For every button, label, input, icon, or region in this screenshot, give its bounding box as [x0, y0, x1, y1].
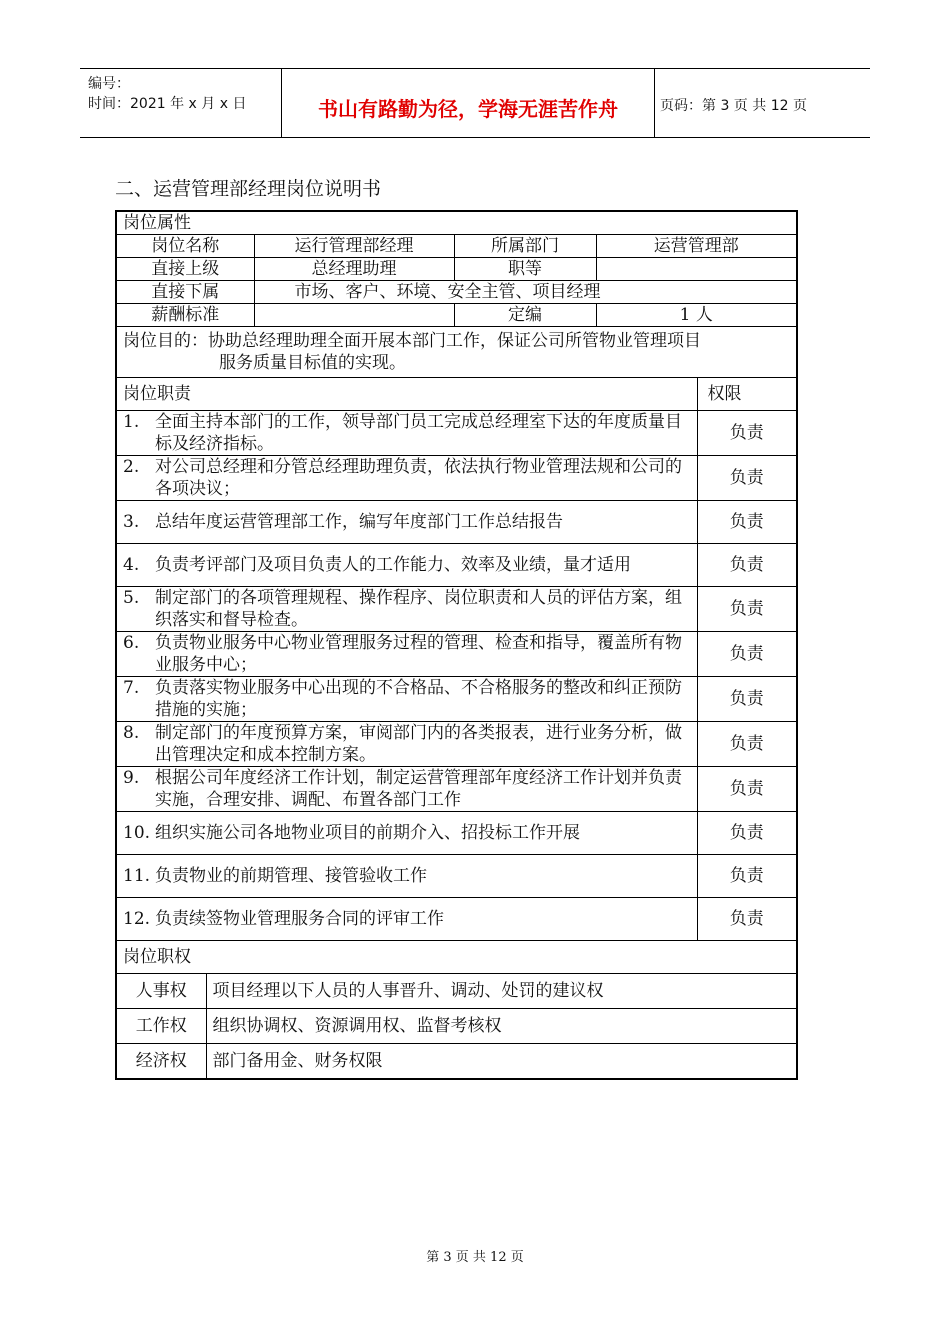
- duty-row: [116, 898, 797, 941]
- duty-row: [116, 456, 797, 501]
- power-label: 工作权: [116, 1009, 206, 1044]
- document-title: 二、运营管理部经理岗位说明书: [115, 178, 382, 200]
- department-value: 运营管理部: [596, 235, 797, 258]
- duty-authority: 负责: [697, 544, 797, 587]
- purpose-line1: 协助总经理助理全面开展本部门工作，保证公司所管物业管理项目: [208, 331, 701, 351]
- duty-row: [116, 855, 797, 898]
- duty-number: 4.: [123, 555, 140, 575]
- grade-label: 职等: [454, 258, 596, 281]
- position-name-value: 运行管理部经理: [254, 235, 454, 258]
- duty-authority: 负责: [697, 632, 797, 677]
- duty-row: [116, 587, 797, 632]
- duty-text: 全面主持本部门的工作，领导部门员工完成总经理室下达的年度质量目标及经济指标。: [155, 412, 682, 454]
- job-description-table: [115, 210, 798, 1080]
- duty-row: [116, 501, 797, 544]
- duty-row: [116, 411, 797, 456]
- duty-text: 负责考评部门及项目负责人的工作能力、效率及业绩，量才适用: [155, 555, 631, 575]
- duty-number: 5.: [123, 588, 140, 608]
- duty-authority: 负责: [697, 855, 797, 898]
- purpose-cell: [116, 327, 797, 378]
- duty-number: 12.: [123, 909, 151, 929]
- duty-authority: 负责: [697, 767, 797, 812]
- duty-number: 10.: [123, 823, 151, 843]
- subordinates-label: 直接下属: [116, 281, 254, 304]
- duty-authority: 负责: [697, 587, 797, 632]
- duty-text-cell: [116, 587, 697, 632]
- duty-text-cell: [116, 632, 697, 677]
- duty-authority: 负责: [697, 722, 797, 767]
- headcount-value: 1 人: [596, 304, 797, 327]
- duty-row: [116, 544, 797, 587]
- duty-text: 总结年度运营管理部工作，编写年度部门工作总结报告: [155, 512, 563, 532]
- duty-row: [116, 677, 797, 722]
- duty-row: [116, 812, 797, 855]
- duty-text-cell: [116, 501, 697, 544]
- duties-list: [116, 411, 797, 941]
- duty-number: 1.: [123, 412, 140, 432]
- duty-text: 负责物业的前期管理、接管验收工作: [155, 866, 427, 886]
- header-meta: [80, 69, 280, 137]
- duty-row: [116, 722, 797, 767]
- power-row: [116, 974, 797, 1009]
- duty-text-cell: [116, 767, 697, 812]
- power-label: 人事权: [116, 974, 206, 1009]
- duty-authority: 负责: [697, 501, 797, 544]
- salary-label: 薪酬标准: [116, 304, 254, 327]
- superior-label: 直接上级: [116, 258, 254, 281]
- page-footer: 第 3 页 共 12 页: [426, 1250, 524, 1265]
- headcount-label: 定编: [454, 304, 596, 327]
- duty-text: 对公司总经理和分管总经理助理负责，依法执行物业管理法规和公司的各项决议；: [155, 457, 682, 499]
- duty-authority: 负责: [697, 456, 797, 501]
- grade-value: [596, 258, 797, 281]
- power-text: 部门备用金、财务权限: [206, 1044, 797, 1080]
- duty-text: 根据公司年度经济工作计划，制定运营管理部年度经济工作计划并负责实施，合理安排、调配、布置各部门工作: [155, 768, 682, 810]
- duty-number: 9.: [123, 768, 140, 788]
- duty-text-cell: [116, 855, 697, 898]
- duty-text: 制定部门的各项管理规程、操作程序、岗位职责和人员的评估方案，组织落实和督导检查。: [155, 588, 682, 630]
- duty-row: [116, 632, 797, 677]
- number-label: 编号：: [88, 76, 130, 92]
- duty-text: 负责续签物业管理服务合同的评审工作: [155, 909, 444, 929]
- power-row: [116, 1009, 797, 1044]
- purpose-label: 岗位目的：: [123, 331, 208, 351]
- duty-number: 7.: [123, 678, 140, 698]
- duty-authority: 负责: [697, 812, 797, 855]
- section-attributes: 岗位属性: [116, 211, 797, 235]
- salary-value: [254, 304, 454, 327]
- powers-list: [116, 974, 797, 1080]
- duty-text-cell: [116, 411, 697, 456]
- page-info: 页码：第 3 页 共 12 页: [660, 98, 807, 114]
- duty-text-cell: [116, 456, 697, 501]
- superior-value: 总经理助理: [254, 258, 454, 281]
- duty-authority: 负责: [697, 677, 797, 722]
- duty-number: 8.: [123, 723, 140, 743]
- duty-authority: 负责: [697, 411, 797, 456]
- authority-header: 权限: [697, 378, 797, 411]
- time-label: 时间：2021 年 x 月 x 日: [88, 96, 247, 112]
- duty-text: 组织实施公司各地物业项目的前期介入、招投标工作开展: [155, 823, 580, 843]
- duty-row: [116, 767, 797, 812]
- duty-text-cell: [116, 812, 697, 855]
- power-label: 经济权: [116, 1044, 206, 1080]
- duty-text-cell: [116, 677, 697, 722]
- duty-authority: 负责: [697, 898, 797, 941]
- page-header: [80, 68, 870, 138]
- duties-header: 岗位职责: [116, 378, 697, 411]
- department-label: 所属部门: [454, 235, 596, 258]
- duty-text: 负责落实物业服务中心出现的不合格品、不合格服务的整改和纠正预防措施的实施；: [155, 678, 682, 720]
- duty-number: 6.: [123, 633, 140, 653]
- header-motto-cell: [281, 69, 655, 137]
- powers-header: 岗位职权: [116, 941, 797, 974]
- duty-text-cell: [116, 722, 697, 767]
- purpose-line2: 服务质量目标值的实现。: [219, 353, 406, 373]
- subordinates-value: 市场、客户、环境、安全主管、项目经理: [254, 281, 797, 304]
- duty-text: 负责物业服务中心物业管理服务过程的管理、检查和指导，覆盖所有物业服务中心；: [155, 633, 682, 675]
- power-row: [116, 1044, 797, 1080]
- duty-number: 2.: [123, 457, 140, 477]
- duty-text-cell: [116, 898, 697, 941]
- motto: 书山有路勤为径，学海无涯苦作舟: [318, 97, 618, 121]
- duty-text-cell: [116, 544, 697, 587]
- power-text: 项目经理以下人员的人事晋升、调动、处罚的建议权: [206, 974, 797, 1009]
- power-text: 组织协调权、资源调用权、监督考核权: [206, 1009, 797, 1044]
- duty-text: 制定部门的年度预算方案，审阅部门内的各类报表，进行业务分析，做出管理决定和成本控制方案。: [155, 723, 682, 765]
- duty-number: 3.: [123, 512, 140, 532]
- position-name-label: 岗位名称: [116, 235, 254, 258]
- duty-number: 11.: [123, 866, 151, 886]
